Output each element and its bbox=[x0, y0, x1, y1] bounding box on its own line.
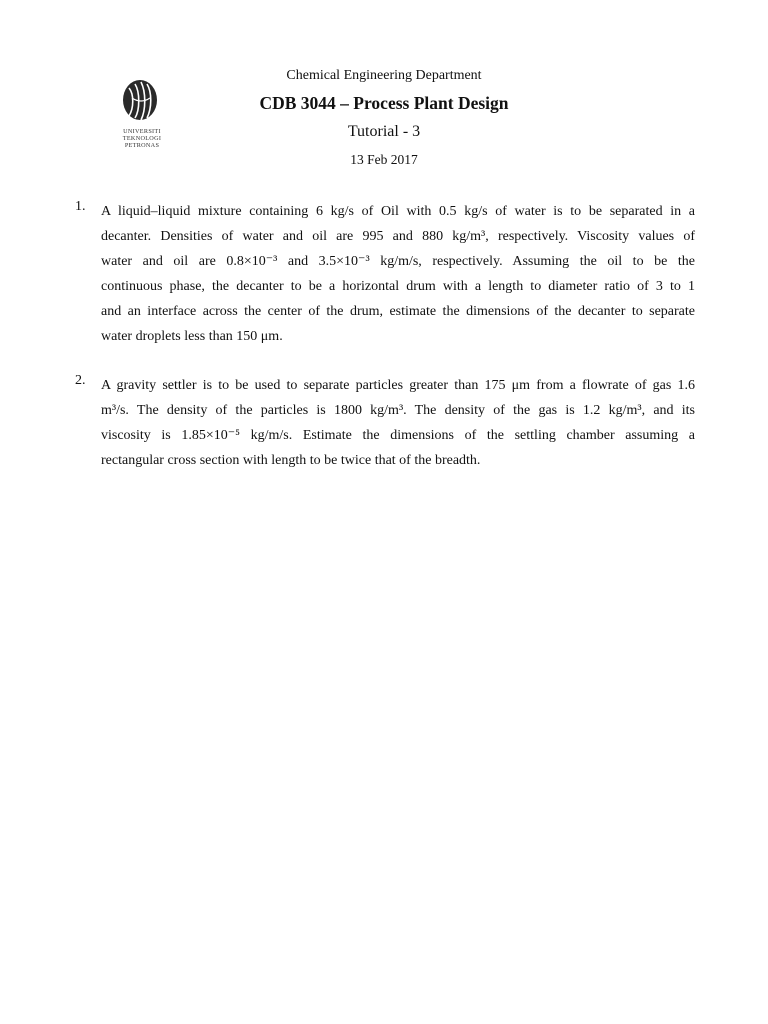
logo-text-line-3: PETRONAS bbox=[124, 142, 160, 149]
question-body bbox=[101, 373, 695, 473]
question-body bbox=[101, 199, 695, 349]
question-line: decanter. Densities of water and oil are 995 and 880 kg/m³, respectively. Viscosity values of bbox=[101, 229, 695, 244]
question-line: water droplets less than 150 μm. bbox=[101, 329, 283, 344]
question-line: rectangular cross section with length to be twice that of the breadth. bbox=[101, 453, 481, 468]
question-line: A liquid–liquid mixture containing 6 kg/s of Oil with 0.5 kg/s of water is to be separated in a bbox=[101, 204, 695, 219]
logo-text-line-2: TEKNOLOGI bbox=[122, 135, 162, 142]
question-line: continuous phase, the decanter to be a horizontal drum with a length to diameter ratio of 3 to 1 bbox=[101, 279, 695, 294]
question-number: 2. bbox=[75, 373, 86, 388]
question-line: m³/s. The density of the particles is 1800 kg/m³. The density of the gas is 1.2 kg/m³, and its bbox=[101, 403, 695, 418]
tutorial-title: Tutorial - 3 bbox=[347, 123, 421, 140]
document-date: 13 Feb 2017 bbox=[350, 152, 418, 167]
question-line: water and oil are 0.8×10⁻³ and 3.5×10⁻³ kg/m/s, respectively. Assuming the oil to be the bbox=[101, 254, 695, 269]
question-line: viscosity is 1.85×10⁻⁵ kg/m/s. Estimate the dimensions of the settling chamber assuming a bbox=[101, 428, 695, 443]
question-line: and an interface across the center of the drum, estimate the dimensions of the decanter to separate bbox=[101, 304, 695, 319]
logo-text-line-1: UNIVERSITI bbox=[123, 128, 161, 135]
department-name: Chemical Engineering Department bbox=[286, 68, 482, 83]
course-title: CDB 3044 – Process Plant Design bbox=[259, 93, 509, 113]
question-number: 1. bbox=[75, 199, 86, 214]
question-line: A gravity settler is to be used to separate particles greater than 175 μm from a flowrate of gas 1.6 bbox=[101, 378, 695, 393]
